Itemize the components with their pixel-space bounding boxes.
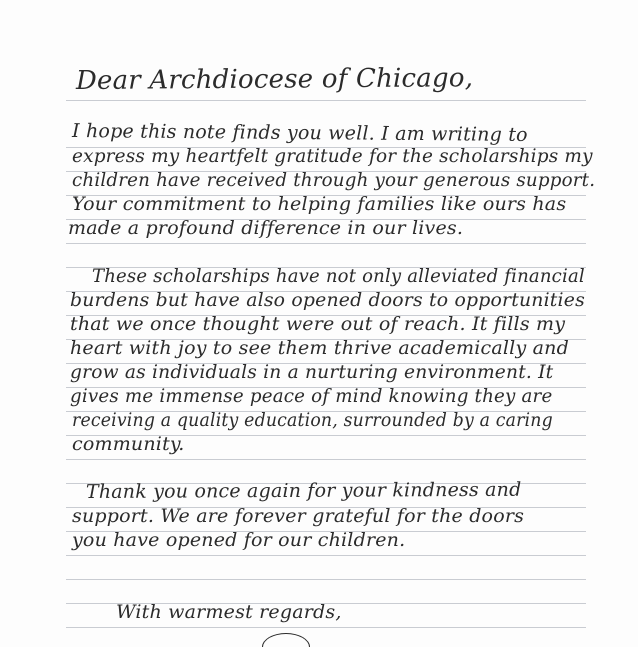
paragraph-3-line: you have opened for our children. [72,529,406,551]
ruled-line [66,627,586,628]
paragraph-2-line: gives me immense peace of mind knowing they are [70,385,553,407]
paragraph-1-line: made a profound difference in our lives. [68,217,464,239]
paragraph-2-line: These scholarships have not only alleviated financial [92,265,585,287]
salutation: Dear Archdiocese of Chicago, [75,63,474,96]
paragraph-2-line: that we once thought were out of reach. It fills my [70,313,566,335]
ruled-line [66,579,586,580]
ruled-line [66,100,586,101]
ruled-line [66,243,586,244]
paragraph-3-line: Thank you once again for your kindness and [85,478,522,503]
paragraph-1-line: express my heartfelt gratitude for the scholarships my [72,145,593,167]
paragraph-2-line: burdens but have also opened doors to opportunities [70,289,585,311]
ruled-line [66,459,586,460]
closing: With warmest regards, [116,601,342,623]
paragraph-2-line: receiving a quality education, surrounded by a caring [72,409,553,431]
signature-stroke [262,633,310,647]
paragraph-1-line: children have received through your generous support. [72,169,596,191]
ruled-line [66,555,586,556]
paragraph-2-line: grow as individuals in a nurturing environment. It [70,361,554,383]
paragraph-3-line: support. We are forever grateful for the doors [72,505,525,527]
paragraph-2-line: heart with joy to see them thrive academically and [70,337,569,359]
paragraph-1-line: I hope this note finds you well. I am writing to [72,120,528,146]
paragraph-1-line: Your commitment to helping families like ours has [72,193,567,215]
paragraph-2-line: community. [72,433,185,455]
